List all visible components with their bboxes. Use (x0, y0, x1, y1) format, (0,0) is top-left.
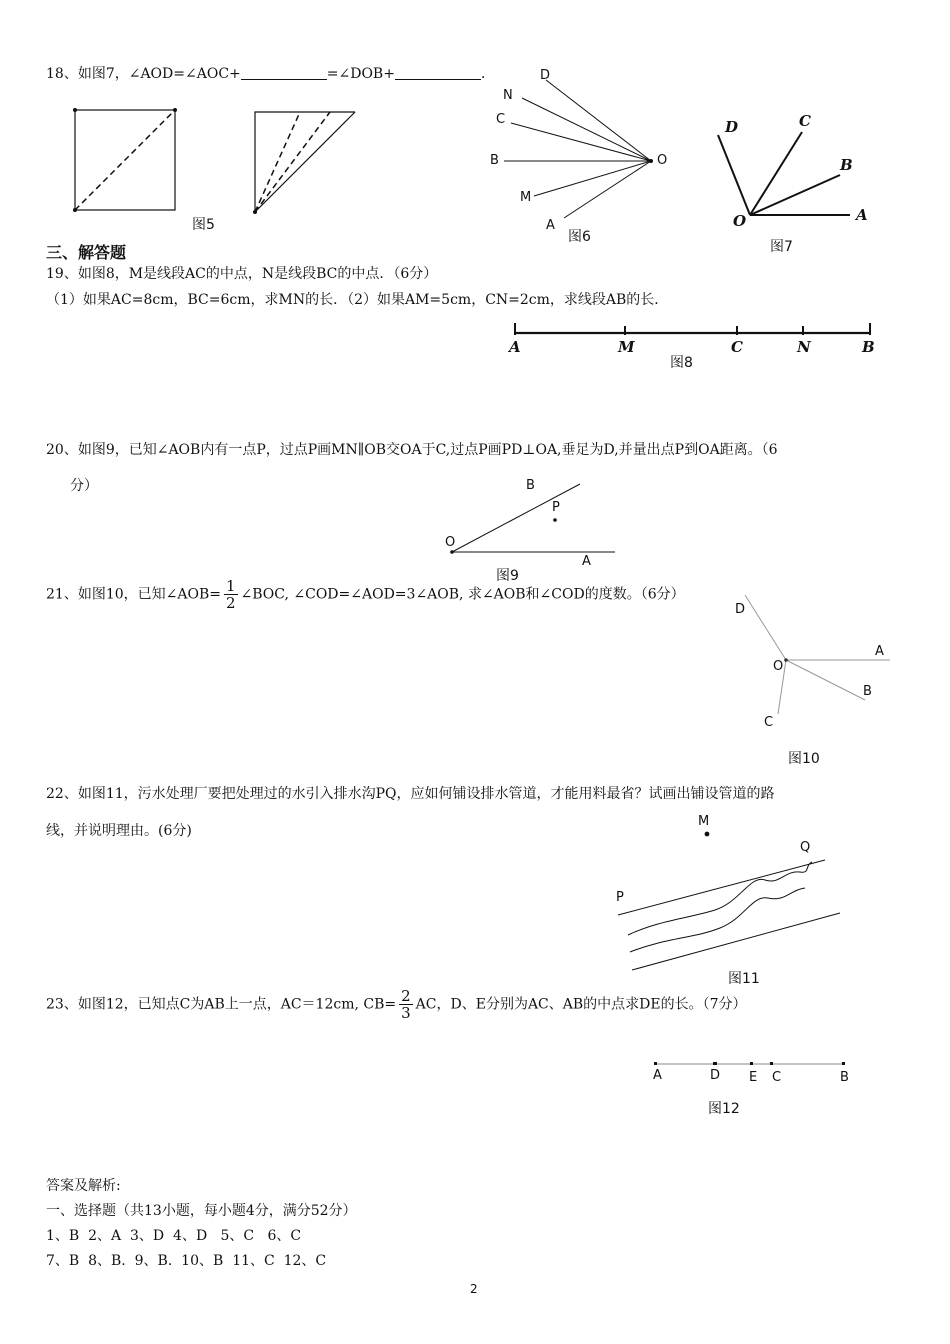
fig6-label-m: M (520, 190, 532, 205)
fig5-caption: 图5 (192, 217, 215, 233)
fig11-caption: 图11 (728, 971, 760, 987)
fig10-label-c: C (764, 715, 774, 730)
fig7-label-b: B (840, 156, 853, 174)
fig6-label-o: O (657, 153, 668, 168)
fig6-label-d: D (540, 68, 551, 83)
fig6-label-c: C (496, 112, 506, 127)
fig10-label-b: B (863, 684, 872, 699)
answers-section-1: 一、选择题（共13小题，每小题4分，满分52分） (46, 1203, 357, 1219)
fig9-label-o: O (445, 535, 456, 550)
fig8-label-a: A (509, 338, 521, 356)
q18-blank-2[interactable] (395, 65, 481, 80)
fig9-caption: 图9 (496, 568, 519, 584)
fig8-label-b: B (862, 338, 875, 356)
fig8-label-c: C (731, 338, 743, 356)
fig12-label-b: B (840, 1070, 849, 1085)
fig11-label-m: M (698, 814, 710, 829)
fig11-label-q: Q (800, 840, 811, 855)
figure-10 (740, 590, 900, 730)
fig12-label-e: E (749, 1070, 758, 1085)
fig7-label-o: O (733, 212, 747, 230)
fig10-label-a: A (875, 644, 884, 659)
answers-row-2: 7、B 8、B. 9、B. 10、B 11、C 12、C (46, 1253, 327, 1269)
fig10-caption: 图10 (788, 751, 820, 767)
fig7-label-d: D (725, 118, 739, 136)
q18-blank-1[interactable] (241, 65, 327, 80)
fig9-label-a: A (582, 554, 591, 569)
fig8-label-m: M (618, 338, 635, 356)
fig9-label-b: B (526, 478, 535, 493)
figure-6 (486, 68, 676, 238)
fig12-label-d: D (710, 1068, 721, 1083)
fig11-label-p: P (616, 890, 624, 905)
q22-line-1: 22、如图11，污水处理厂要把处理过的水引入排水沟PQ，应如何铺设排水管道，才能用料最省？试画出铺设管道的路 (46, 786, 775, 802)
figure-5 (60, 100, 380, 230)
fig6-caption: 图6 (568, 229, 591, 245)
q23-text: 23、如图12，已知点C为AB上一点，AC＝12cm, CB= $\frac{2}{3}$ AC，D、E分别为AC、AB的中点求DE的长。（7分） (46, 987, 747, 1022)
q21-fraction: $\frac{1}{2}$ (225, 577, 236, 612)
fig12-label-c: C (772, 1070, 782, 1085)
q22-line-2: 线，并说明理由。(6分) (46, 823, 192, 839)
fig6-label-a: A (546, 218, 555, 233)
fig6-label-b: B (490, 153, 499, 168)
fig10-label-o: O (773, 659, 784, 674)
fig12-caption: 图12 (708, 1101, 740, 1117)
fig8-caption: 图8 (670, 355, 693, 371)
page-number: 2 (470, 1282, 478, 1296)
section-3-title: 三、解答题 (46, 243, 127, 262)
figure-8 (505, 318, 885, 358)
answers-title: 答案及解析: (46, 1178, 121, 1194)
answers-row-1: 1、B 2、A 3、D 4、D 5、C 6、C (46, 1228, 302, 1244)
fig8-label-n: N (797, 338, 811, 356)
q18-text: 18、如图7，∠AOD=∠AOC+ =∠DOB+ ． (46, 66, 495, 82)
figure-11 (600, 810, 850, 980)
fig7-caption: 图7 (770, 239, 793, 255)
figure-9 (440, 480, 630, 560)
fig7-label-c: C (799, 112, 811, 130)
fig10-label-d: D (735, 602, 746, 617)
q23-fraction: $\frac{2}{3}$ (401, 987, 411, 1022)
fig12-label-a: A (653, 1068, 662, 1083)
q21-text: 21、如图10，已知∠AOB= $\frac{1}{2}$ ∠BOC, ∠COD=∠AOD=3∠AOB, 求∠AOB和∠COD的度数。（6分） (46, 577, 685, 612)
q20-line-2: 分） (70, 478, 98, 494)
q20-line-1: 20、如图9，已知∠AOB内有一点P，过点P画MN∥OB交OA于C,过点P画PD⊥OA,垂足为D,并量出点P到OA距离。（6 (46, 442, 778, 458)
q19-line-1: 19、如图8，M是线段AC的中点，N是线段BC的中点．（6分） (46, 266, 438, 282)
q19-line-2: （1）如果AC=8cm，BC=6cm，求MN的长．（2）如果AM=5cm，CN=2cm，求线段AB的长． (46, 292, 669, 308)
fig9-label-p: P (552, 500, 560, 515)
fig7-label-a: A (856, 206, 868, 224)
fig6-label-n: N (503, 88, 513, 103)
